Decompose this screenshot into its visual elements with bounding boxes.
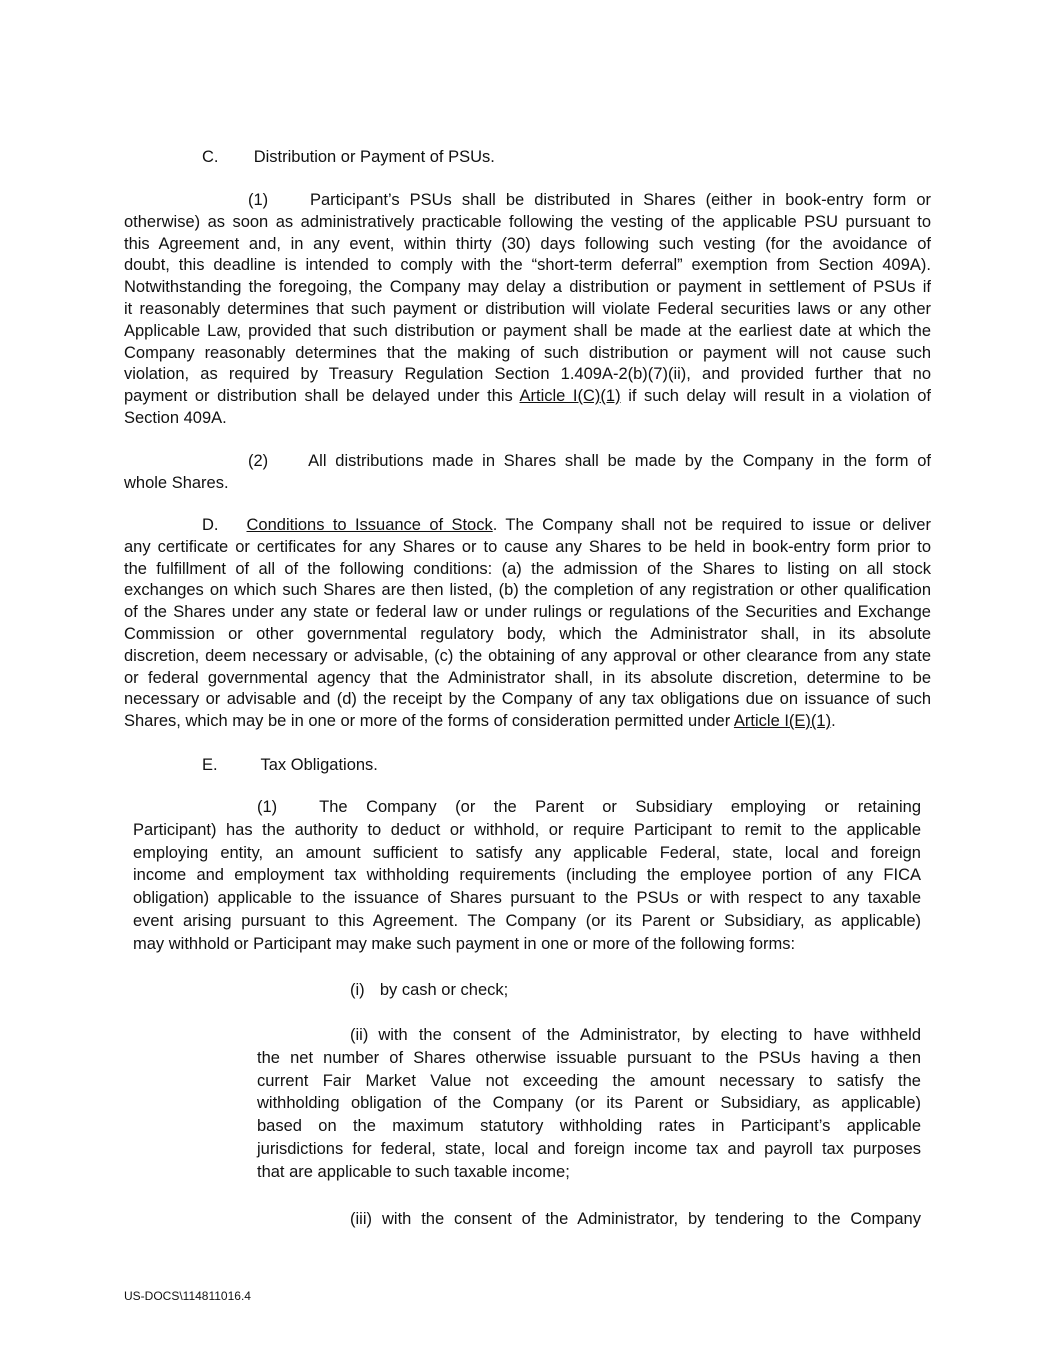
section-d-letter: D.: [202, 516, 219, 534]
document-id-footer: US-DOCS\114811016.4: [124, 1289, 251, 1303]
paragraph-line: Notwithstanding the foregoing, the Company may delay a distribution or payment in settlement of PSUs if: [124, 278, 931, 297]
section-e-para-1: [133, 796, 921, 956]
section-e-title: Tax Obligations.: [260, 756, 378, 774]
section-d-para: [124, 515, 931, 733]
section-c-title: Distribution or Payment of PSUs.: [253, 148, 495, 166]
paragraph-line: exchanges on which such Shares are then listed, (b) the completion of any registration or other qualification: [124, 581, 931, 600]
paragraph-line: Company reasonably determines that the making of such distribution or payment will not cause such: [124, 343, 931, 362]
para-number: (1): [257, 798, 278, 816]
paragraph-line: (ii) with the consent of the Administrator, by electing to have withheld: [350, 1026, 921, 1044]
paragraph-line: discretion, deem necessary or advisable, (c) the obtaining of any approval or other clearance from any state: [124, 646, 931, 665]
paragraph-line: or federal governmental agency that the Administrator shall, in its absolute discretion, determine to be: [124, 668, 931, 687]
paragraph-line: violation, as required by Treasury Regulation Section 1.409A-2(b)(7)(ii), and provided further that no: [124, 365, 931, 384]
paragraph-line: the net number of Shares otherwise issuable pursuant to the PSUs having a then: [257, 1048, 921, 1067]
paragraph-line: based on the maximum statutory withholding rates in Participant’s applicable: [257, 1117, 921, 1136]
paragraph-line: jurisdictions for federal, state, local and foreign income tax and payroll tax purposes: [257, 1139, 921, 1158]
paragraph-line: Section 409A.: [124, 408, 227, 427]
paragraph-line: (iii) with the consent of the Administrator, by tendering to the Company: [350, 1210, 921, 1228]
paragraph-line: that are applicable to such taxable income;: [257, 1162, 570, 1181]
paragraph-line: income and employment tax withholding requirements (including the employee portion of any FICA: [133, 866, 921, 885]
paragraph-line: (1) Participant’s PSUs shall be distributed in Shares (either in book-entry form or: [124, 190, 931, 212]
section-e-letter: E.: [202, 756, 218, 774]
item-number: (ii): [350, 1026, 369, 1044]
paragraph-line: Commission or other governmental regulatory body, which the Administrator shall, in its absolute: [124, 624, 931, 643]
paragraph-line: payment or distribution shall be delayed under this Article I(C)(1) if such delay will result in a violation of: [124, 387, 931, 406]
paragraph-line: it reasonably determines that such payment or distribution will violate Federal securities laws or any other: [124, 299, 931, 318]
section-d-title: Conditions to Issuance of Stock: [246, 516, 493, 534]
paragraph-line: D. Conditions to Issuance of Stock. The Company shall not be required to issue or deliver: [202, 516, 931, 534]
paragraph-line: Shares, which may be in one or more of the forms of consideration permitted under Article I(E)(1).: [124, 712, 836, 731]
paragraph-line: Applicable Law, provided that such distribution or payment shall be made at the earliest date at which the: [124, 321, 931, 340]
section-e-heading: [202, 755, 378, 775]
paragraph-line: necessary or advisable and (d) the receipt by the Company of any tax obligations due on issuance of such: [124, 690, 931, 709]
paragraph-line: otherwise) as soon as administratively practicable following the vesting of the applicable PSU pursuant to: [124, 212, 931, 231]
item-number: (i): [350, 981, 365, 999]
section-c-heading: [202, 147, 495, 167]
item-i: [350, 980, 508, 1000]
paragraph-line: Participant) has the authority to deduct or withhold, or require Participant to remit to the applicable: [133, 820, 921, 839]
section-c-para-1: [124, 190, 931, 430]
article-reference-link[interactable]: Article I(C)(1): [519, 387, 621, 406]
paragraph-line: obligation) applicable to the issuance of Shares pursuant to the PSUs or with respect to any taxable: [133, 889, 921, 908]
paragraph-line: whole Shares.: [124, 473, 229, 492]
paragraph-line: current Fair Market Value not exceeding the amount necessary to satisfy the: [257, 1071, 921, 1090]
item-text: by cash or check;: [379, 981, 509, 999]
item-ii: [257, 1024, 921, 1184]
para-number: (2): [248, 452, 269, 470]
paragraph-line: employing entity, an amount sufficient to satisfy any applicable Federal, state, local and foreign: [133, 843, 921, 862]
article-reference-link[interactable]: Article I(E)(1): [733, 712, 832, 731]
paragraph-line: of the Shares under any state or federal law or under rulings or regulations of the Securities and Exchange: [124, 603, 931, 622]
paragraph-line: (1) The Company (or the Parent or Subsidiary employing or retaining: [257, 798, 921, 816]
section-c-para-2: [124, 451, 931, 495]
paragraph-line: any certificate or certificates for any Shares or to cause any Shares to be held in book-entry form prior to: [124, 537, 931, 556]
paragraph-line: this Agreement and, in any event, within thirty (30) days following such vesting (for the avoidance of: [124, 234, 931, 253]
item-iii: [350, 1208, 921, 1231]
item-number: (iii): [350, 1210, 372, 1228]
paragraph-line: withholding obligation of the Company (or its Parent or Subsidiary, as applicable): [257, 1094, 921, 1113]
paragraph-line: doubt, this deadline is intended to comply with the “short-term deferral” exemption from Section 409A).: [124, 256, 931, 275]
paragraph-line: (2) All distributions made in Shares shall be made by the Company in the form of: [248, 452, 931, 470]
section-c-letter: C.: [202, 148, 219, 166]
paragraph-line: may withhold or Participant may make such payment in one or more of the following forms:: [133, 934, 796, 953]
paragraph-line: event arising pursuant to this Agreement. The Company (or its Parent or Subsidiary, as applicable): [133, 911, 921, 930]
paragraph-line: the fulfillment of all of the following conditions: (a) the admission of the Shares to listing on all stock: [124, 559, 931, 578]
para-number: (1): [248, 191, 269, 209]
